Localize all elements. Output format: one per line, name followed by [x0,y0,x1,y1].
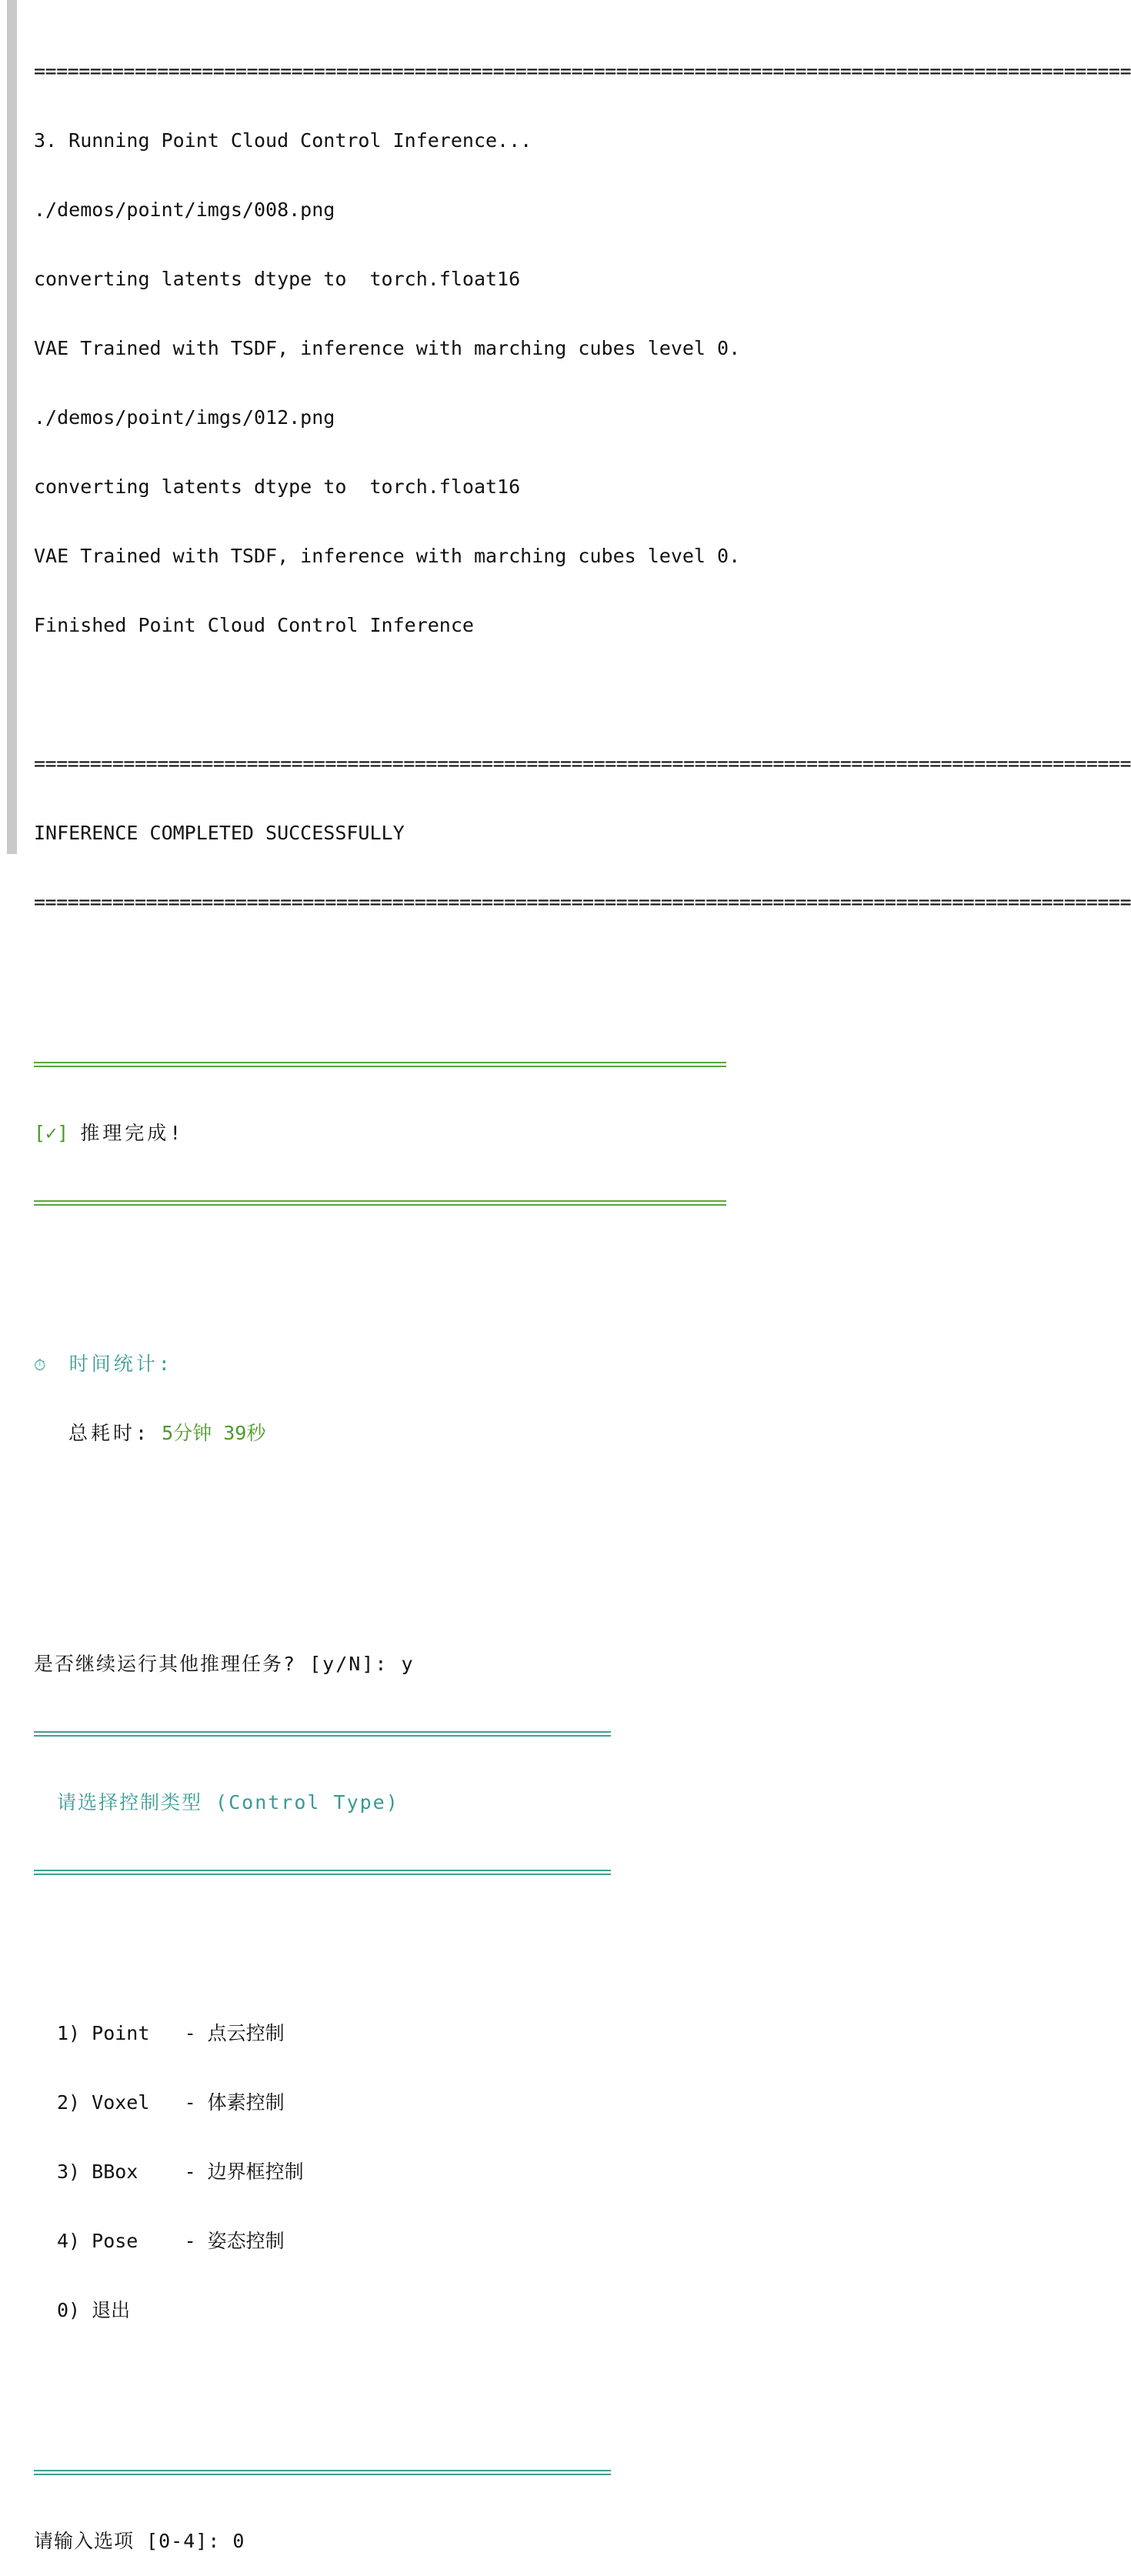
separator-line: ================================================================================================== [34,891,1131,913]
blank-line [34,1491,865,1514]
total-time-line [34,1422,865,1445]
blank-line [34,683,865,706]
output-line: converting latents dtype to torch.float16 [34,475,521,498]
separator-line: ================================================================================================== [34,752,1131,775]
teal-double-rule [34,1722,611,1745]
total-time-value: 5分钟 39秒 [162,1422,266,1444]
menu-option-bbox[interactable]: 3) BBox - 边界框控制 [57,2161,304,2183]
green-double-rule [34,1191,726,1214]
stopwatch-icon: ⏱ [34,1356,46,1374]
menu-option-point[interactable]: 1) Point - 点云控制 [57,2022,285,2044]
menu-option-voxel[interactable]: 2) Voxel - 体素控制 [57,2091,285,2114]
input-prompt[interactable]: 请输入选项 [0-4]: 0 [34,2530,245,2552]
separator-line: ================================================================================================== [34,60,1131,82]
completed-banner: INFERENCE COMPLETED SUCCESSFULLY [34,822,405,844]
output-line: VAE Trained with TSDF, inference with marching cubes level 0. [34,337,741,359]
scroll-gutter-bar [7,0,17,854]
left-gutter [0,0,17,854]
time-stats-label: 时间统计: [68,1353,173,1375]
total-time-label: 总耗时: [68,1422,151,1444]
output-line: ./demos/point/imgs/012.png [34,406,335,429]
output-line: 3. Running Point Cloud Control Inference... [34,129,532,152]
teal-double-rule [34,1860,611,1884]
blank-line [34,2368,865,2391]
menu-option-exit[interactable]: 0) 退出 [57,2299,131,2321]
output-line: VAE Trained with TSDF, inference with marching cubes level 0. [34,545,741,567]
teal-double-rule [34,2461,611,2484]
terminal-output[interactable] [34,14,1131,2576]
success-text: 推理完成! [80,1122,185,1144]
green-double-rule [34,1053,726,1076]
time-stats-header [34,1353,865,1376]
select-header: 请选择控制类型 (Control Type) [57,1791,399,1814]
check-mark-icon: [✓] [34,1122,69,1144]
blank-line [34,1560,865,1583]
blank-line [34,960,865,983]
output-line: Finished Point Cloud Control Inference [34,614,474,636]
output-line: converting latents dtype to torch.float16 [34,268,521,290]
blank-line [34,1260,865,1283]
menu-option-pose[interactable]: 4) Pose - 姿态控制 [57,2230,285,2252]
success-line [34,1122,865,1145]
blank-line [34,1930,865,1953]
output-line: ./demos/point/imgs/008.png [34,199,335,221]
continue-prompt[interactable]: 是否继续运行其他推理任务? [y/N]: y [34,1653,415,1675]
